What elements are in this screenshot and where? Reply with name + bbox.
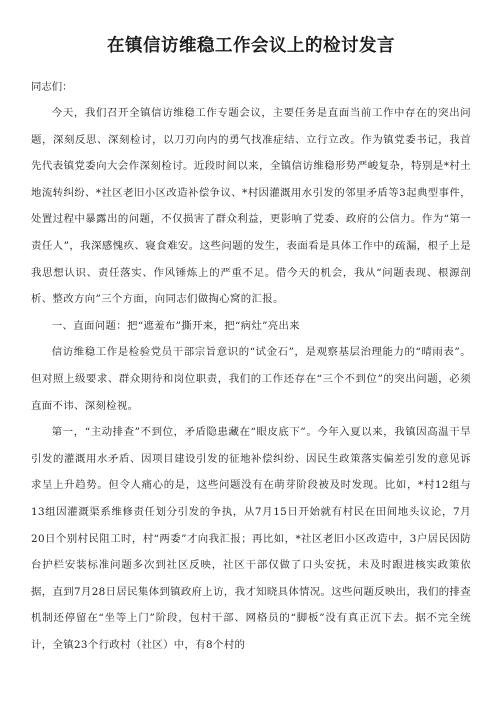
section-1-heading: 一、直面问题：把“遮羞布”撕开来，把“病灶”亮出来 bbox=[51, 319, 300, 332]
document-title: 在镇信访维稳工作会议上的检讨发言 bbox=[107, 36, 395, 56]
section-1-paragraph-2: 第一，“主动排查”不到位，矛盾隐患藏在“眼皮底下”。今年入夏以来，我镇因高温干旱引发的灌溉用水矛盾、因项目建设引发的征地补偿纠纷、因民生政策落实偏差引发的意见诉求呈上升趋势。但令人痛心的是，这些问题没有在萌芽阶段被及时发现。比如，*村12组与13组因灌溉渠系维修责任划分引发的争执，从7月15日开始就有村民在田间地头议论，7月20日个别村民阻工时，村“两委”才向我汇报；再比如，*社区老旧小区改造中，3户居民因防台护栏安装标准问题多次到社区反映，社区干部仅做了口头安抚，未及时跟进核实政策依据，直到7月28日居民集体到镇政府上访，我才知晓具体情况。这些问题反映出，我们的排查机制还停留在“坐等上门”阶段，包村干部、网格员的“脚板”没有真正沉下去。据不完全统计，全镇23个行政村（社区）中，有8个村的 bbox=[31, 426, 471, 651]
intro-paragraph: 今天，我们召开全镇信访维稳工作专题会议，主要任务是直面当前工作中存在的突出问题，深刻反思、深刻检讨，以刀刃向内的勇气找准症结、立行立改。作为镇党委书记，我首先代表镇党委向大会作深刻检讨。近段时间以来，全镇信访维稳形势严峻复杂，特别是*村土地流转纠纷、*社区老旧小区改造补偿争议、*村因灌溉用水引发的邻里矛盾等3起典型事件，处置过程中暴露出的问题，不仅损害了群众利益，更影响了党委、政府的公信力。作为“第一责任人”，我深感愧疚、寝食难安。这些问题的发生，表面看是具体工作中的疏漏，根子上是我思想认识、责任落实、作风锤炼上的严重不足。借今天的机会，我从“问题表现、根源剖析、整改方向”三个方面，向同志们做掏心窝的汇报。 bbox=[31, 107, 471, 306]
section-1-paragraph-1: 信访维稳工作是检验党员干部宗旨意识的“试金石”，是观察基层治理能力的“晴雨表”。但对照上级要求、群众期待和岗位职责，我们的工作还存在“三个不到位”的突出问题，必须直面不讳、深刻检视。 bbox=[31, 346, 471, 412]
salutation: 同志们： bbox=[31, 81, 73, 93]
